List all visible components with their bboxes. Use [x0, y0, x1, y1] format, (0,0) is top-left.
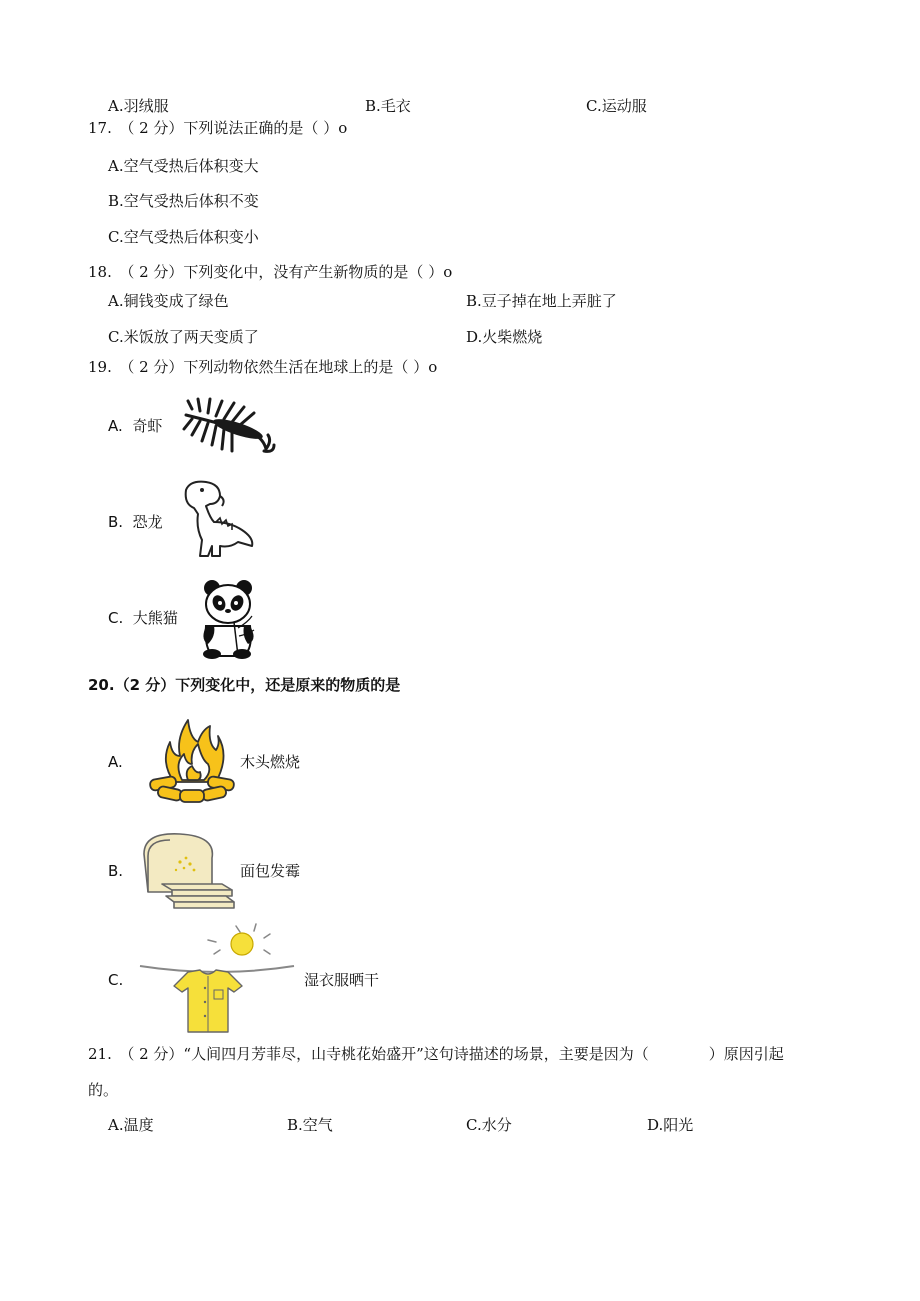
- q18-stem: 18. （ 2 分）下列变化中，没有产生新物质的是（ ）o: [88, 263, 453, 281]
- q16-option-a[interactable]: A.羽绒服: [108, 97, 169, 115]
- q20-option-a-letter[interactable]: A.: [108, 753, 123, 771]
- q17-option-a[interactable]: A.空气受热后体积变大: [108, 157, 259, 175]
- drying-shirt-icon: [138, 920, 298, 1036]
- q19-option-a[interactable]: [108, 416, 162, 436]
- option-label: 奇虾: [132, 417, 163, 435]
- panda-icon: [198, 578, 262, 660]
- q17-stem: 17. （ 2 分）下列说法正确的是（ ）o: [88, 119, 348, 137]
- q21-option-d[interactable]: D.阳光: [647, 1116, 694, 1134]
- option-letter: A.: [108, 417, 123, 435]
- burning-wood-icon: [146, 716, 238, 808]
- dinosaur-icon: [180, 478, 260, 560]
- q19-stem: 19. （ 2 分）下列动物依然生活在地球上的是（ ）o: [88, 358, 438, 376]
- q18-option-b[interactable]: B.豆子掉在地上弄脏了: [466, 292, 617, 310]
- q21-option-a[interactable]: A.温度: [108, 1116, 154, 1134]
- q21-stem-line1: 21. （ 2 分）“人间四月芳菲尽，山寺桃花始盛开”这句诗描述的场景，主要是因为（ ）原因引起: [88, 1045, 784, 1063]
- q20-option-a-label[interactable]: 木头燃烧: [240, 753, 301, 771]
- option-label: 恐龙: [132, 513, 163, 531]
- q21-option-b[interactable]: B.空气: [287, 1116, 333, 1134]
- q20-option-b-label[interactable]: 面包发霉: [240, 862, 301, 880]
- moldy-bread-icon: [140, 826, 236, 910]
- q17-option-c[interactable]: C.空气受热后体积变小: [108, 228, 259, 246]
- q20-option-c-letter[interactable]: C.: [108, 971, 124, 989]
- option-label: 大熊猫: [132, 609, 178, 627]
- q18-option-a[interactable]: A.铜钱变成了绿色: [108, 292, 229, 310]
- option-letter: B.: [108, 513, 124, 531]
- q21-stem-line2: 的。: [88, 1081, 119, 1099]
- anomalocaris-icon: [178, 393, 278, 463]
- q20-option-b-letter[interactable]: B.: [108, 862, 124, 880]
- q19-option-c[interactable]: [108, 608, 178, 628]
- q20-stem: 20.（2 分）下列变化中，还是原来的物质的是: [88, 676, 401, 694]
- q18-option-c[interactable]: C.米饭放了两天变质了: [108, 328, 259, 346]
- q16-option-b[interactable]: B.毛衣: [365, 97, 411, 115]
- q21-option-c[interactable]: C.水分: [466, 1116, 512, 1134]
- q20-option-c-label[interactable]: 湿衣服晒干: [304, 971, 380, 989]
- q17-option-b[interactable]: B.空气受热后体积不变: [108, 192, 259, 210]
- q19-option-b[interactable]: [108, 512, 163, 532]
- q16-option-c[interactable]: C.运动服: [586, 97, 647, 115]
- q18-option-d[interactable]: D.火柴燃烧: [466, 328, 543, 346]
- option-letter: C.: [108, 609, 124, 627]
